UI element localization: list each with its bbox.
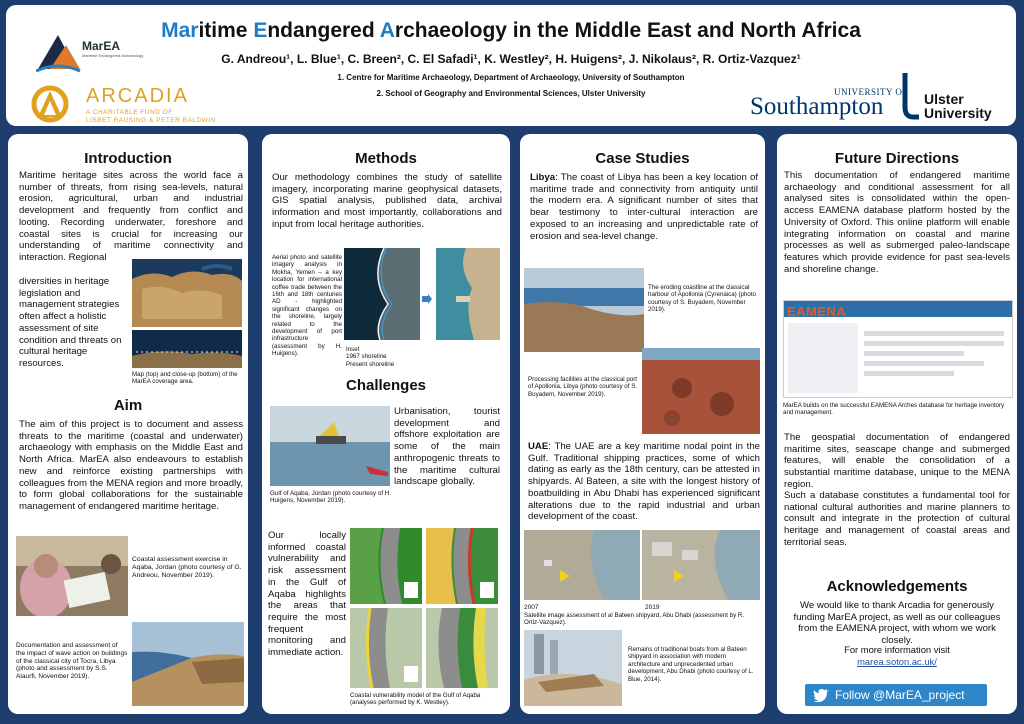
affiliation-2: 2. School of Geography and Environmental Sciences, Ulster University bbox=[376, 89, 646, 98]
vulnerability-map-2 bbox=[426, 528, 498, 604]
twitter-bird-icon bbox=[813, 688, 829, 702]
methods-challenges-panel bbox=[262, 134, 510, 714]
challenges-heading: Challenges bbox=[345, 377, 427, 394]
vulnerability-map-1 bbox=[350, 528, 422, 604]
eamena-form-row bbox=[864, 331, 1004, 336]
apollonia-caption: The eroding coastline at the classical harbour of Apollonia (Cyrenaica) (photo courtesy of S. Buyadem, November 2019). bbox=[648, 284, 756, 314]
marea-logo-text: MarEA bbox=[82, 39, 121, 53]
marea-logo-subtitle: Maritime Endangered Archaeology bbox=[82, 53, 144, 58]
introduction-aim-panel bbox=[8, 134, 248, 714]
mokha-satellite-image bbox=[436, 248, 500, 340]
arcadia-logo-icon bbox=[30, 85, 70, 123]
title-highlight: A bbox=[379, 19, 395, 42]
map-caption: Map (top) and close-up (bottom) of the MarEA coverage area. bbox=[132, 371, 238, 386]
follow-label: Follow @MarEA_project bbox=[835, 688, 965, 702]
introduction-text-2: diversities in heritage legislation and management strategies often affect a holistic assessment of site condition and threats on cultural heritage resources. bbox=[19, 276, 122, 369]
eamena-form-row bbox=[864, 371, 954, 376]
libya-text bbox=[530, 172, 758, 242]
mokha-caption: Aerial photo and satellite imagery analysis in Mokha, Yemen – a key location for international coffee trade between the 16th and 18th centuries AD - highlighted significant changes on the shoreline, largely related to the development of port infrastructure (assessment by H. Huigens). bbox=[272, 254, 342, 358]
eamena-logo: EAMENA bbox=[787, 304, 847, 319]
future-text-2: The geospatial documentation of endangered maritime sites, seascape change and submerged features, will enable the consolidation of a substantial maritime database, unique to the MENA region. bbox=[784, 432, 1010, 490]
eamena-caption: MarEA builds on the successful EAMENA Arches database for heritage inventory and management. bbox=[783, 402, 1005, 417]
mokha-legend bbox=[346, 346, 416, 368]
vulnerability-map-3 bbox=[350, 608, 422, 688]
year-2019-label: 2019 bbox=[645, 604, 660, 611]
uae-label: UAE bbox=[528, 441, 549, 452]
legend-inset: Inset bbox=[346, 346, 360, 353]
processing-caption: Processing facilities at the classical port of Apollonia, Libya (photo courtesy of S. Buyadem, November 2019). bbox=[528, 376, 638, 398]
case-studies-panel bbox=[520, 134, 765, 714]
boats-caption: Remains of traditional boats from al Bateen shipyard in association with modern architecture and unprecedented urban development, Abu Dhabi (photo courtesy of L. Blue, 2014). bbox=[628, 646, 754, 683]
title-part: itime bbox=[198, 19, 254, 42]
uae-text bbox=[528, 441, 760, 523]
eamena-sidebar bbox=[788, 323, 858, 393]
mena-map-image bbox=[132, 259, 242, 327]
follow-twitter-button[interactable] bbox=[805, 684, 987, 706]
eamena-form-row bbox=[864, 361, 984, 366]
case-studies-heading: Case Studies bbox=[595, 150, 690, 167]
future-heading: Future Directions bbox=[834, 150, 960, 167]
aqaba-caption: Coastal assessment exercise in Aqaba, Jordan (photo courtesy of G. Andreou, November 2019). bbox=[132, 556, 242, 579]
methods-text: Our methodology combines the study of satellite imagery, incorporating marine geophysical datasets, GIS spatial analysis, published data, archival information and most importantly, collaborations and input from local heritage authorities. bbox=[272, 172, 502, 230]
authors: G. Andreou¹, L. Blue¹, C. Breen², C. El Safadi¹, K. Westley², H. Huigens², J. Nikolaus², R. Ortiz-Vazquez¹ bbox=[221, 52, 801, 66]
title-part: rchaeology in the Middle East and North Africa bbox=[394, 19, 861, 42]
vulnerability-map-4 bbox=[426, 608, 498, 688]
ulster-logo-text: University bbox=[924, 105, 992, 121]
acknowledgements-text: We would like to thank Arcadia for generously funding MarEA project, as well as our colleagues from the EAMENA project, with whom we work closely. bbox=[793, 600, 1001, 647]
eamena-form-row bbox=[864, 351, 964, 356]
eamena-screenshot bbox=[783, 300, 1013, 398]
coast-closeup-image bbox=[132, 330, 242, 368]
title-highlight: Mar bbox=[161, 19, 199, 42]
acknowledgements-heading: Acknowledgements bbox=[826, 578, 968, 595]
introduction-heading: Introduction bbox=[84, 150, 172, 167]
poster-title bbox=[156, 19, 866, 43]
legend-present-shoreline: Present shoreline bbox=[346, 360, 395, 368]
methods-heading: Methods bbox=[355, 150, 417, 167]
apollonia-coast-photo bbox=[524, 268, 644, 352]
marea-website-link[interactable]: marea.soton.ac.uk/ bbox=[857, 656, 937, 667]
tocra-caption: Documentation and assessment of the impact of wave action on buildings of the classical city of Tocra, Libya (photo and assessment by S.S. Alaurfi, November 2019). bbox=[16, 642, 128, 681]
legend-1967-shoreline: 1967 shoreline bbox=[346, 353, 387, 361]
mokha-aerial-image bbox=[344, 248, 420, 340]
aim-heading: Aim bbox=[113, 397, 143, 414]
header-panel bbox=[6, 5, 1016, 126]
title-highlight: E bbox=[253, 19, 268, 42]
affiliation-1: 1. Centre for Maritime Archaeology, Department of Archaeology, University of Southampton bbox=[337, 73, 685, 82]
aim-text: The aim of this project is to document and assess threats to the maritime (coastal and underwater) archaeology with emphasis on the Middle East and North Africa. MarEA also endeavours to establish new and reinforce existing partnerships with colleagues from the MENA region and more broadly, to form global collaborations for the sustainable management of endangered maritime heritage. bbox=[19, 419, 243, 512]
uae-body: : The UAE are a key maritime nodal point in the Gulf. Traditional shipping practices, some of which dating as early as the 18th century, can be attested in shipyards. Al Bateen, a site with the longest history of boatbuilding in Abu Dhabi has experienced significant alterations due to the rapid industrial and urban development of the coast. bbox=[528, 441, 760, 523]
arcadia-subtitle: A CHARITABLE FUND OF bbox=[86, 109, 173, 116]
libya-label: Libya bbox=[530, 172, 556, 183]
ulster-logo-icon bbox=[901, 71, 921, 121]
more-info-text: For more information visit bbox=[844, 644, 950, 655]
southampton-logo-top: UNIVERSITY OF bbox=[834, 87, 908, 97]
challenges-text: Urbanisation, tourist development and offshore exploitation are some of the main anthropogenic threats to the maritime cultural landscape globally. bbox=[394, 406, 500, 488]
gulf-aqaba-photo bbox=[270, 406, 390, 486]
libya-body: : The coast of Libya has been a key location of maritime trade and connectivity from antiquity until the modern era. A significant number of sites that bear testimony to inter-cultural interaction are exposed to an increasing and unpredictable rate of erosion and sea-level change. bbox=[530, 172, 758, 242]
vulnerability-text: Our locally informed coastal vulnerability and risk assessment in the Gulf of Aqaba highlights the areas that require the most frequent monitoring and immediate action. bbox=[268, 530, 346, 659]
arrow-right-icon bbox=[422, 294, 432, 304]
satellite-caption: Satellite image assessment of al Bateen shipyard, Abu Dhabi (assessment by R. Ortiz-Vazquez). bbox=[524, 612, 745, 627]
year-2007-label: 2007 bbox=[524, 604, 539, 611]
vulnerability-caption: Coastal vulnerability model of the Gulf of Aqaba (analyses performed by K. Westley). bbox=[350, 692, 481, 707]
arcadia-logo-text: ARCADIA bbox=[86, 85, 189, 107]
title-part: ndangered bbox=[267, 19, 380, 42]
introduction-text: Maritime heritage sites across the world face a number of threats, from rising sea-levels, natural erosion, agricultural, urban and industrial development and frequently from conflict and looting. Recording underwater, foreshore and coastal sites is crucial for increasing our understanding of maritime connectivity and interaction. Regional bbox=[19, 170, 243, 263]
traditional-boats-photo bbox=[524, 630, 622, 706]
aqaba-assessment-photo bbox=[16, 536, 128, 616]
future-text-3: Such a database constitutes a fundamental tool for national cultural authorities and marine planners to consult and integrate in the protection of cultural heritage and management of coastal areas and territorial seas. bbox=[784, 490, 1010, 548]
southampton-logo: Southampton bbox=[750, 93, 884, 120]
processing-facilities-photo bbox=[642, 348, 760, 434]
future-text: This documentation of endangered maritime archaeology and conditional assessment for all analysed sites is consolidated within the open-access EAMENA database platform hosted by the University of Oxford. This online platform will enable integrating information on coastal and marine processes as well as submerged paleo-landscape features which provide evidence for past sea-levels and shoreline change. bbox=[784, 170, 1010, 275]
al-bateen-2007-image bbox=[524, 530, 640, 600]
tocra-photo bbox=[132, 622, 244, 706]
al-bateen-2019-image bbox=[642, 530, 760, 600]
gulf-aqaba-caption: Gulf of Aqaba, Jordan (photo courtesy of H. Huigens, November 2019). bbox=[270, 490, 392, 505]
ulster-logo-text: Ulster bbox=[924, 91, 964, 107]
arcadia-subtitle: LISBET RAUSING & PETER BALDWIN bbox=[86, 117, 216, 124]
future-acknowledgements-panel bbox=[777, 134, 1017, 714]
eamena-form-row bbox=[864, 341, 1004, 346]
